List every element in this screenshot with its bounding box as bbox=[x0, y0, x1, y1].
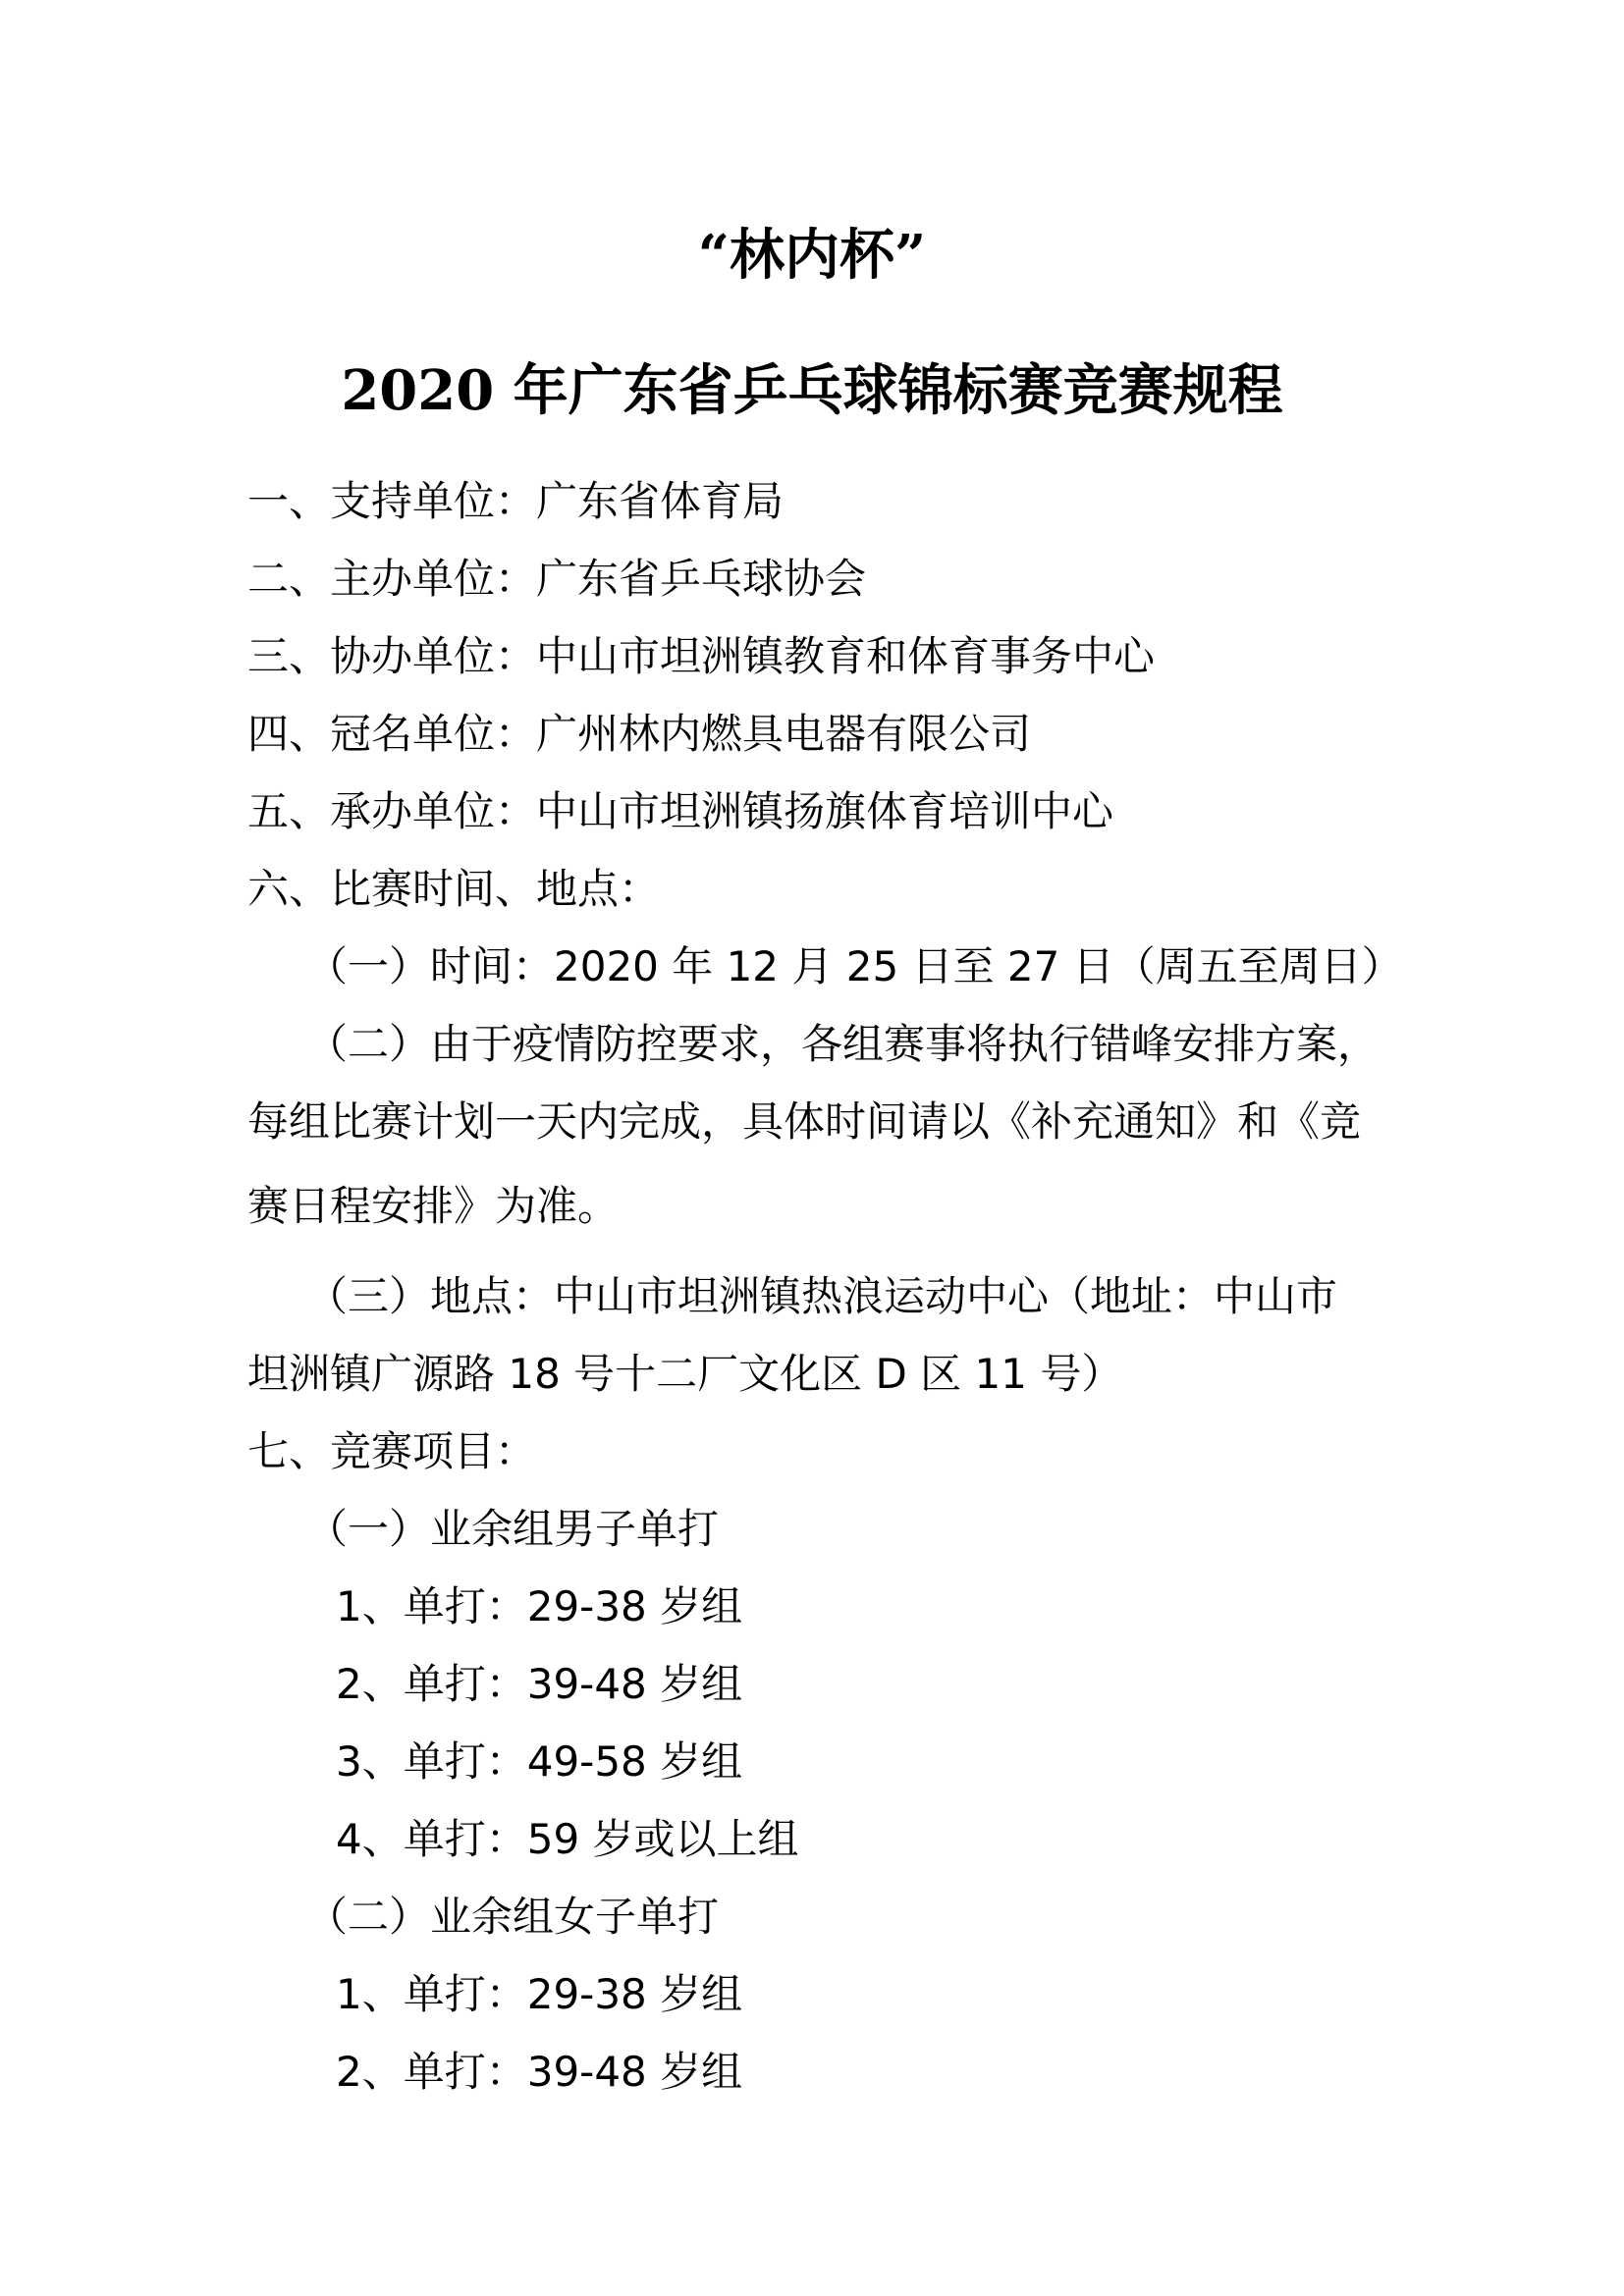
men-singles-group-3: 3、单打：49-58 岁组 bbox=[336, 1737, 743, 1786]
section-supporting-unit: 一、支持单位：广东省体育局 bbox=[247, 477, 785, 525]
epidemic-note-line3: 赛日程安排》为准。 bbox=[247, 1182, 620, 1230]
epidemic-note-line1: （二）由于疫情防控要求，各组赛事将执行错峰安排方案， bbox=[306, 1020, 1380, 1068]
section-time-venue-heading: 六、比赛时间、地点： bbox=[247, 865, 661, 913]
section-organizer: 二、主办单位：广东省乒乓球协会 bbox=[247, 555, 867, 603]
section-events-heading: 七、竞赛项目： bbox=[247, 1427, 537, 1475]
epidemic-note-line2: 每组比赛计划一天内完成，具体时间请以《补充通知》和《竞 bbox=[247, 1097, 1362, 1146]
men-singles-group-4: 4、单打：59 岁或以上组 bbox=[336, 1815, 799, 1863]
time-item: （一）时间：2020 年 12 月 25 日至 27 日（周五至周日） bbox=[306, 942, 1403, 990]
venue-line1: （三）地点：中山市坦洲镇热浪运动中心（地址：中山市 bbox=[306, 1272, 1338, 1320]
document-title-main: 2020 年广东省乒乓球锦标赛竞赛规程 bbox=[341, 358, 1283, 423]
section-co-organizer: 三、协办单位：中山市坦洲镇教育和体育事务中心 bbox=[247, 632, 1156, 680]
men-singles-group-2: 2、单打：39-48 岁组 bbox=[336, 1660, 743, 1708]
women-singles-group-1: 1、单打：29-38 岁组 bbox=[336, 1970, 743, 2018]
women-singles-group-2: 2、单打：39-48 岁组 bbox=[336, 2048, 743, 2096]
venue-line2: 坦洲镇广源路 18 号十二厂文化区 D 区 11 号） bbox=[247, 1350, 1123, 1398]
men-singles-group-1: 1、单打：29-38 岁组 bbox=[336, 1582, 743, 1630]
women-singles-heading: （二）业余组女子单打 bbox=[306, 1893, 720, 1941]
section-title-sponsor: 四、冠名单位：广州林内燃具电器有限公司 bbox=[247, 710, 1032, 758]
men-singles-heading: （一）业余组男子单打 bbox=[306, 1505, 720, 1553]
section-undertaker: 五、承办单位：中山市坦洲镇扬旗体育培训中心 bbox=[247, 787, 1114, 835]
document-title-cup-name: “林内杯” bbox=[697, 223, 927, 288]
